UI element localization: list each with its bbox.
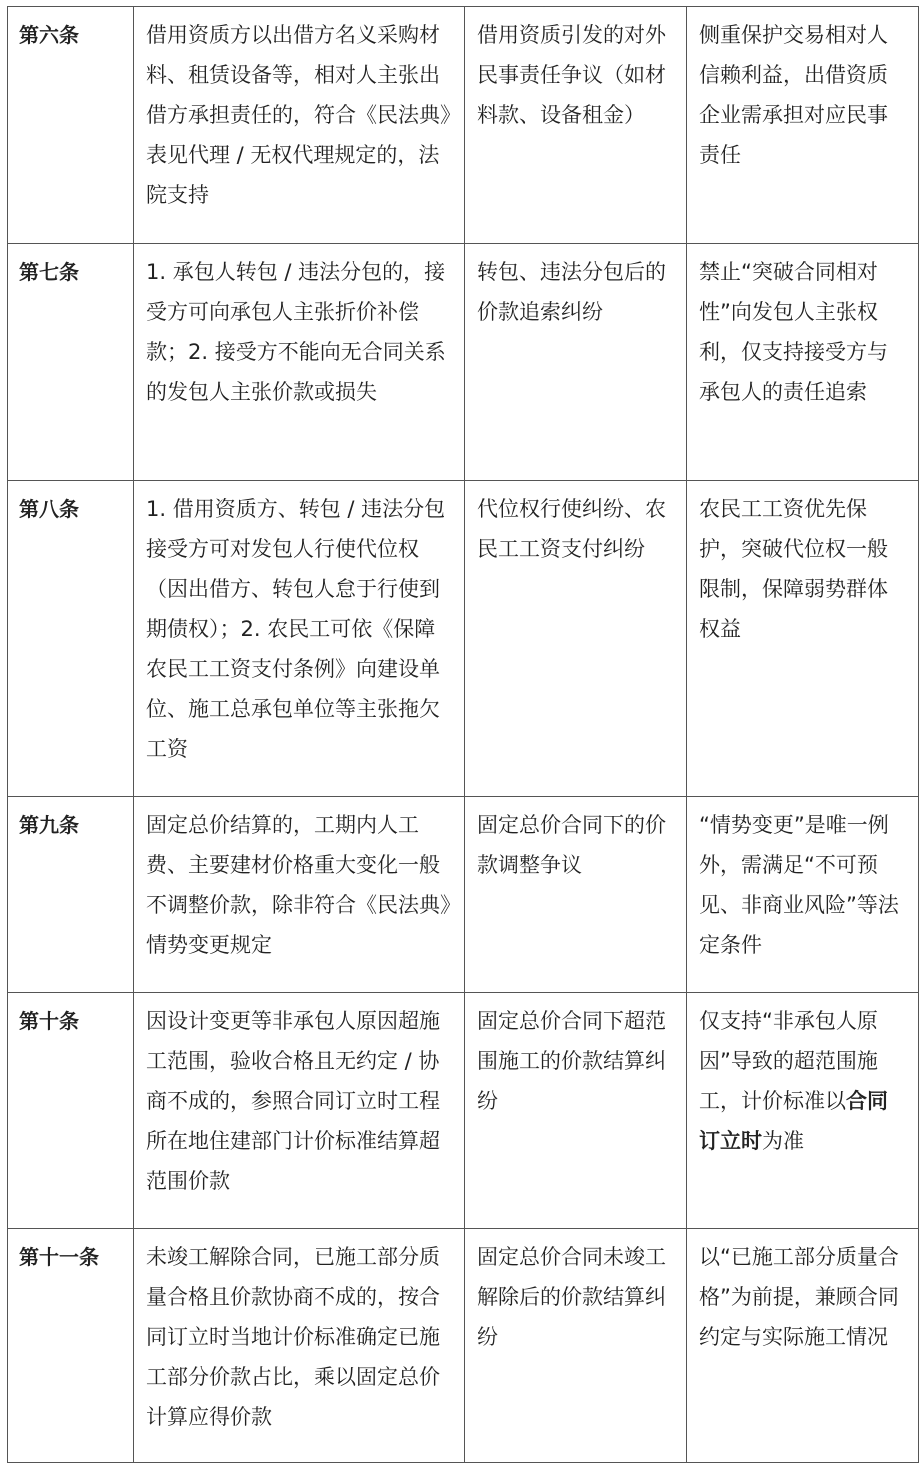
article-cell: 第八条 [8, 481, 134, 797]
article-cell: 第六条 [8, 7, 134, 244]
note-cell: “情势变更”是唯一例外，需满足“不可预见、非商业风险”等法定条件 [687, 797, 919, 993]
rule-cell: 因设计变更等非承包人原因超施工范围，验收合格且无约定 / 协商不成的，参照合同订立时工程所在地住建部门计价标准结算超范围价款 [134, 993, 465, 1229]
regulation-table [7, 6, 919, 1463]
table-row [8, 1229, 919, 1463]
rule-cell: 借用资质方以出借方名义采购材料、租赁设备等，相对人主张出借方承担责任的，符合《民法典》表见代理 / 无权代理规定的，法院支持 [134, 7, 465, 244]
note-cell: 以“已施工部分质量合格”为前提，兼顾合同约定与实际施工情况 [687, 1229, 919, 1463]
table-row [8, 7, 919, 244]
dispute-cell: 转包、违法分包后的价款追索纠纷 [465, 244, 687, 481]
table-row [8, 993, 919, 1229]
dispute-cell: 固定总价合同未竣工解除后的价款结算纠纷 [465, 1229, 687, 1463]
note-emphasis: 合同订立时 [699, 1089, 888, 1153]
rule-cell: 1. 借用资质方、转包 / 违法分包接受方可对发包人行使代位权（因出借方、转包人怠于行使到期债权）；2. 农民工可依《保障农民工工资支付条例》向建设单位、施工总承包单位等主张拖欠工资 [134, 481, 465, 797]
article-cell: 第十条 [8, 993, 134, 1229]
dispute-cell: 代位权行使纠纷、农民工工资支付纠纷 [465, 481, 687, 797]
note-text: 为准 [762, 1129, 804, 1153]
dispute-cell: 固定总价合同下的价款调整争议 [465, 797, 687, 993]
dispute-cell: 固定总价合同下超范围施工的价款结算纠纷 [465, 993, 687, 1229]
note-cell [687, 993, 919, 1229]
table-row [8, 244, 919, 481]
note-text: 仅支持“非承包人原因”导致的超范围施工，计价标准以 [699, 1009, 878, 1113]
rule-cell: 固定总价结算的，工期内人工费、主要建材价格重大变化一般不调整价款，除非符合《民法典》情势变更规定 [134, 797, 465, 993]
dispute-cell: 借用资质引发的对外民事责任争议（如材料款、设备租金） [465, 7, 687, 244]
article-cell: 第十一条 [8, 1229, 134, 1463]
table-row [8, 797, 919, 993]
note-cell: 农民工工资优先保护，突破代位权一般限制，保障弱势群体权益 [687, 481, 919, 797]
note-cell: 侧重保护交易相对人信赖利益，出借资质企业需承担对应民事责任 [687, 7, 919, 244]
article-cell: 第九条 [8, 797, 134, 993]
table-row [8, 481, 919, 797]
rule-cell: 1. 承包人转包 / 违法分包的，接受方可向承包人主张折价补偿款；2. 接受方不能向无合同关系的发包人主张价款或损失 [134, 244, 465, 481]
rule-cell: 未竣工解除合同，已施工部分质量合格且价款协商不成的，按合同订立时当地计价标准确定已施工部分价款占比，乘以固定总价计算应得价款 [134, 1229, 465, 1463]
note-cell: 禁止“突破合同相对性”向发包人主张权利，仅支持接受方与承包人的责任追索 [687, 244, 919, 481]
article-cell: 第七条 [8, 244, 134, 481]
